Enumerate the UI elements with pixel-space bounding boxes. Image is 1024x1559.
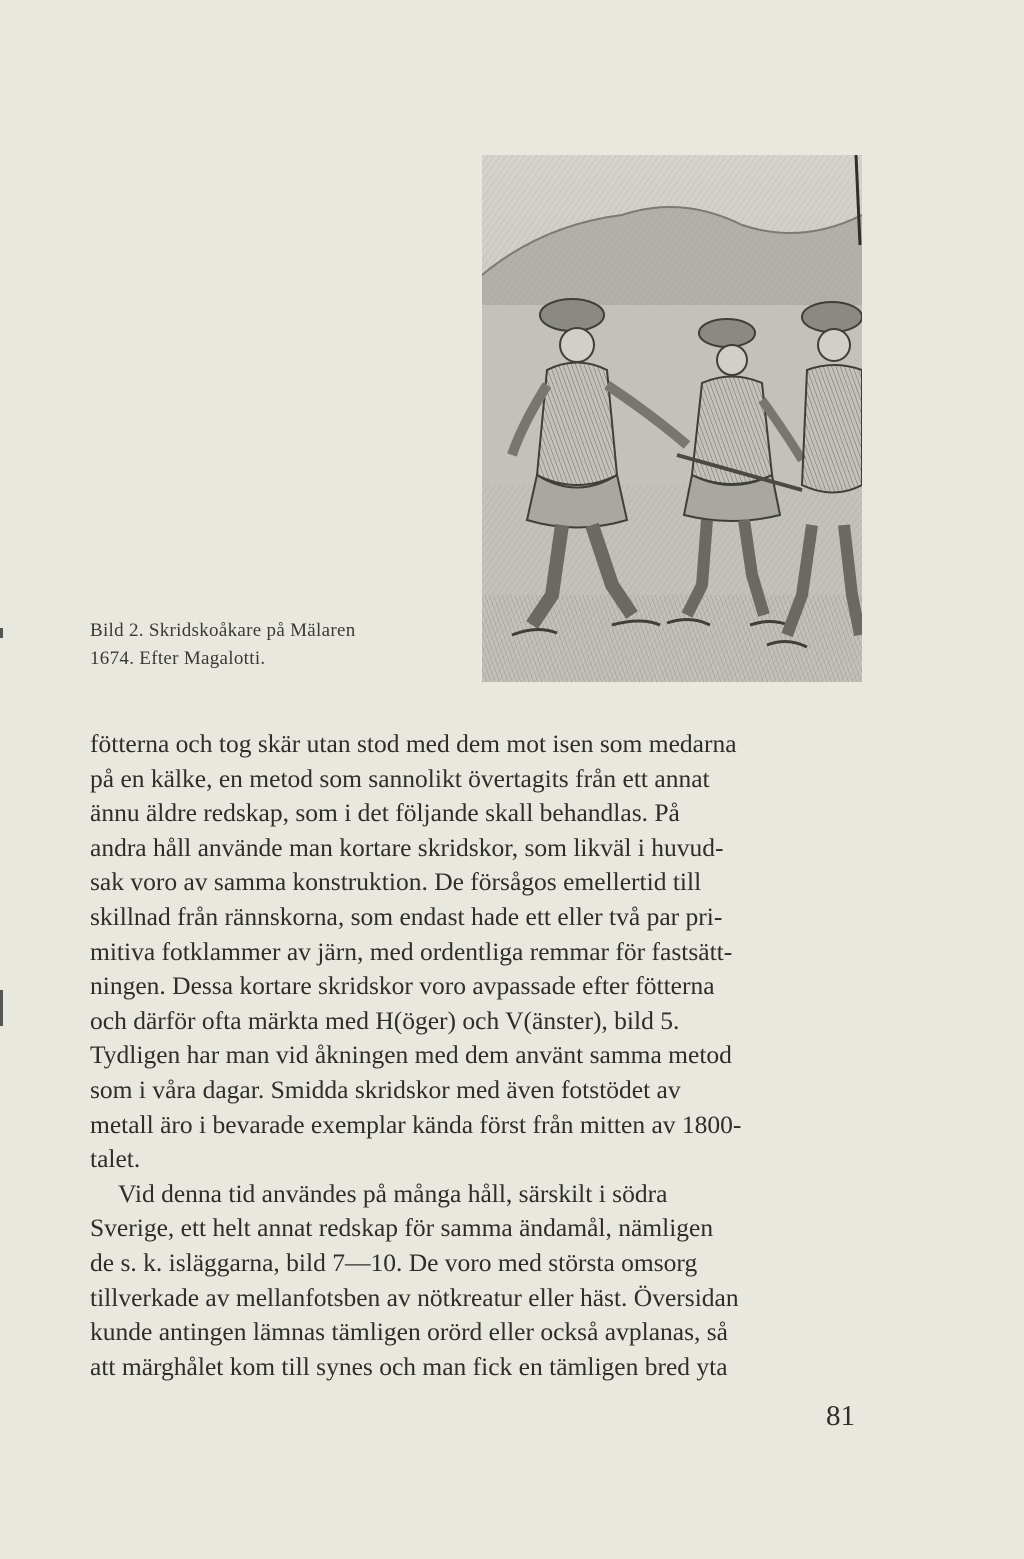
- text-line: skillnad från rännskorna, som endast hade ett eller två par pri-: [90, 901, 723, 931]
- text-line: fötterna och tog skär utan stod med dem mot isen som medarna: [90, 729, 737, 758]
- text-line: på en kälke, en metod som sannolikt övertagits från ett annat: [90, 763, 710, 793]
- text-line: som i våra dagar. Smidda skridskor med även fotstödet av: [90, 1074, 681, 1104]
- caption-line-1: Bild 2. Skridskoåkare på Mälaren: [90, 620, 356, 641]
- text-line: sak voro av samma konstruktion. De försågos emellertid till: [90, 867, 702, 897]
- text-line: de s. k. isläggarna, bild 7—10. De voro med största omsorg: [90, 1247, 698, 1277]
- margin-mark: [0, 990, 3, 1026]
- text-line: andra håll använde man kortare skridskor, som likväl i huvud-: [90, 832, 724, 862]
- figure-caption: [90, 617, 460, 673]
- text-line: att märghålet kom till synes och man fick en tämligen bred yta: [90, 1351, 728, 1381]
- margin-mark: [0, 628, 3, 638]
- text-line: metall äro i bevarade exemplar kända först från mitten av 1800-: [90, 1109, 742, 1139]
- text-line: mitiva fotklammer av järn, med ordentliga remmar för fastsätt-: [90, 936, 733, 966]
- text-line: talet.: [90, 1144, 141, 1174]
- text-line: Sverige, ett helt annat redskap för samma ändamål, nämligen: [90, 1213, 714, 1243]
- text-line: kunde antingen lämnas tämligen orörd eller också avplanas, så: [90, 1317, 728, 1347]
- text-line: ännu äldre redskap, som i det följande skall behandlas. På: [90, 798, 680, 828]
- skaters-illustration: [482, 155, 862, 682]
- text-line: Vid denna tid användes på många håll, särskilt i södra: [118, 1178, 668, 1208]
- body-text: [90, 727, 866, 1384]
- text-line: ningen. Dessa kortare skridskor voro avpassade efter fötterna: [90, 971, 715, 1001]
- text-line: Tydligen har man vid åkningen med dem använt samma metod: [90, 1040, 732, 1070]
- page-number: 81: [826, 1400, 855, 1432]
- text-line: tillverkade av mellanfotsben av nötkreatur eller häst. Översidan: [90, 1282, 739, 1312]
- skaters-engraving: [482, 155, 862, 682]
- caption-line-2: 1674. Efter Magalotti.: [90, 648, 266, 669]
- text-line: och därför ofta märkta med H(öger) och V(änster), bild 5.: [90, 1005, 680, 1035]
